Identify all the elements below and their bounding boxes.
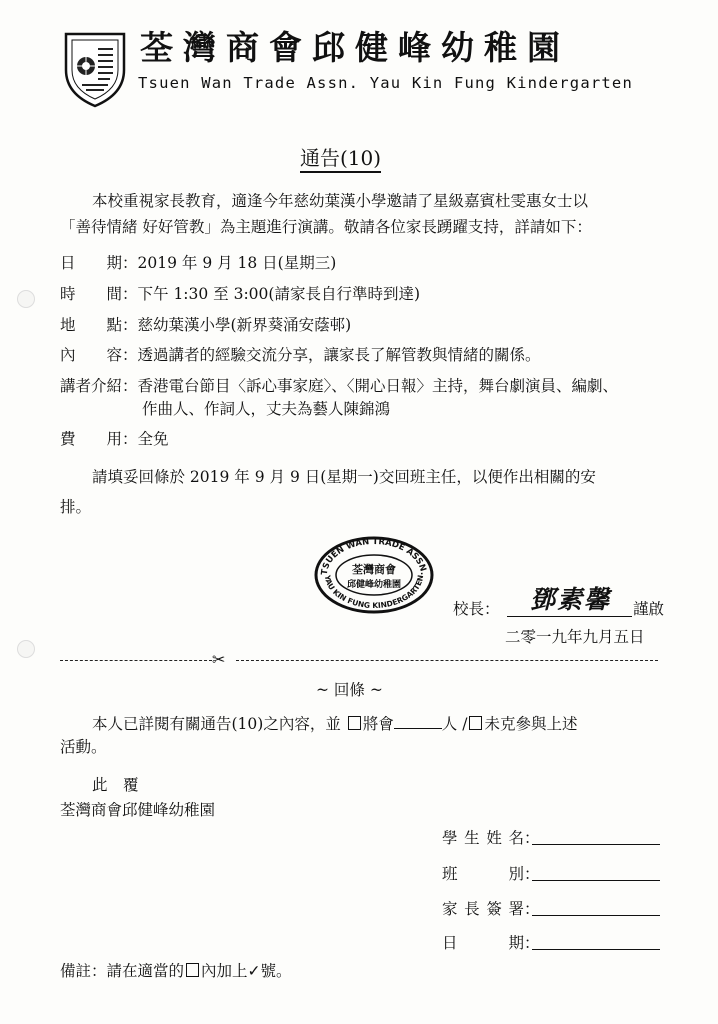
addressee: 荃灣商會邱健峰幼稚園	[60, 801, 216, 819]
detail-content: 內 容 ：透過講者的經驗交流分享，讓家長了解管教與情緒的關係。	[60, 346, 541, 364]
field-class: 班 別 ：	[442, 862, 540, 884]
principal-signature: 鄧素馨	[530, 585, 612, 614]
intro-line-1: 本校重視家長教育，適逢今年慈幼葉漢小學邀請了星級嘉賓杜雯惠女士以	[92, 192, 589, 210]
detail-speaker: 講者介紹：香港電台節目〈訴心事家庭〉、〈開心日報〉主持，舞台劇演員、編劇、	[60, 377, 619, 395]
attend-checkbox[interactable]	[348, 716, 361, 730]
punch-hole	[17, 290, 35, 308]
date-input[interactable]	[532, 949, 660, 950]
detail-date: 日 期 ：2019 年 9 月 18 日(星期三)	[60, 254, 337, 272]
salutation: 此 覆	[92, 776, 139, 794]
detail-fee: 費 用 ：全免	[60, 430, 169, 448]
check-mark-icon: ✓	[247, 962, 261, 980]
signature-date: 二零一九年九月五日	[505, 628, 645, 646]
stamp-arc-top: TSUEN WAN TRADE ASSN.	[319, 536, 429, 576]
stamp-arc-bottom: YAU KIN FUNG KINDERGARTEN	[322, 574, 426, 611]
class-input[interactable]	[532, 880, 660, 881]
school-name-english: Tsuen Wan Trade Assn. Yau Kin Fung Kindergarten	[138, 74, 633, 92]
detail-venue: 地 點 ：慈幼葉漢小學(新界葵涌安蔭邨)	[60, 316, 352, 334]
punch-hole	[17, 640, 35, 658]
student-name-input[interactable]	[532, 844, 660, 845]
detail-time: 時 間 ：下午 1:30 至 3:00(請家長自行準時到達)	[60, 285, 421, 303]
cut-line-left	[60, 660, 212, 661]
not-attend-checkbox[interactable]	[469, 716, 482, 730]
field-student-name: 學 生 姓 名 ：	[442, 826, 540, 848]
sample-checkbox	[186, 963, 199, 977]
closing: 謹啟	[633, 600, 665, 618]
field-date: 日 期 ：	[442, 931, 540, 953]
attendee-count-blank[interactable]	[394, 728, 442, 729]
scissors-icon: ✂	[212, 650, 226, 669]
field-parent-signature: 家 長 簽 署 ：	[442, 897, 540, 919]
school-name-chinese: 荃灣商會邱健峰幼稚園	[140, 28, 570, 67]
school-stamp	[313, 535, 435, 615]
reply-statement-cont: 活動。	[60, 738, 107, 756]
school-crest-icon	[62, 28, 128, 108]
detail-speaker-cont: 作曲人、作詞人，丈夫為藝人陳錦鴻	[142, 400, 391, 418]
remark: 備註：請在適當的 內加上✓號。	[60, 962, 292, 980]
principal-label: 校長：	[453, 600, 500, 618]
return-instruction-cont: 排。	[60, 498, 92, 516]
cut-line-right	[236, 660, 658, 661]
reply-statement: 本人已詳閱有關通告(10)之內容，並 將會 人 / 未克參與上述	[92, 715, 578, 733]
reply-title: ~ 回條 ~	[316, 681, 383, 699]
stamp-center-2: 邱健峰幼稚園	[346, 580, 402, 590]
notice-title: 通告(10)	[300, 142, 381, 171]
intro-line-2: 「善待情緒 好好管教」為主題進行演講。敬請各位家長踴躍支持，詳請如下：	[60, 218, 592, 236]
stamp-center-1: 荃灣商會	[352, 563, 396, 576]
return-instruction: 請填妥回條於 2019 年 9 月 9 日(星期一)交回班主任，以便作出相關的安	[92, 468, 596, 486]
parent-signature-input[interactable]	[532, 915, 660, 916]
